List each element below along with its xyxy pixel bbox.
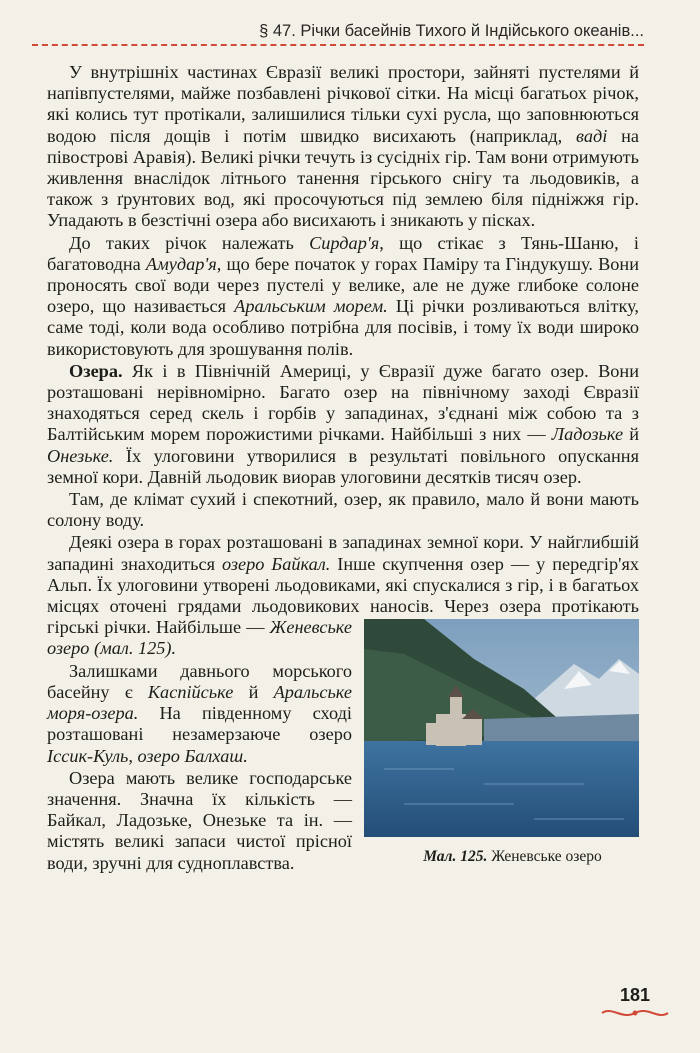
lake-geneva-photo	[364, 619, 639, 837]
paragraph-deserts: У внутрішніх частинах Євразії великі простори, зайняті пустелями й напівпустелями, майже позбавлені річкової сітки. На місці багатьох річок, які колись тут протікали, залишилися тільки сухі русла, що заповнюються водою після дощів і потім швидко висихають (наприклад, ваді на півострові Аравія). Великі річки течуть із сусідніх гір. Там вони отримують живлення внаслідок літнього танення гірського снігу та льодовиків, а також з ґрунтових вод, які просочуються під землею біля підніжжя гір. Упадають в безстічні озера або висихають і зникають у пісках.	[47, 62, 639, 231]
figure-geneva-lake	[364, 619, 639, 867]
paragraph-dry-climate: Там, де клімат сухий і спекотний, озер, як правило, мало й вони мають солону воду.	[47, 489, 639, 531]
page-body	[47, 62, 639, 875]
page-header	[32, 20, 644, 46]
paragraph-lakes: Озера. Як і в Північній Америці, у Євразії дуже багато озер. Вони розташовані нерівномірно. Багато озер на північному заході Євразії знаходяться серед скель і горбів у западинах, з'єднані між собою та з Балтійським морем порожистими річками. Найбільші з них — Ладозьке й Онезьке. Їх улоговини утворилися в результаті повільного опускання земної кори. Давній льодовик виорав улоговини десятків тисяч озер.	[47, 360, 640, 487]
page-ornament-icon	[600, 1004, 670, 1022]
paragraph-mountain-lakes: Деякі озера в горах розташовані в западинах земної кори. У найглибшій западині знаходиться озеро Байкал. Інше скупчення озер — у передгір'ях Альп. Їх улоговини утворені льодовиками, які спускалися з гір, і в багатьох місцях оточені грядами льодовикових наносів. Через озера протікають гірські річки. Найбільше — Мал. 125. Женевське озеро Женевське озеро (мал. 125).	[47, 532, 639, 866]
figure-caption: Мал. 125. Женевське озеро	[423, 848, 602, 866]
paragraph-caspian: Залишками давнього морського басейну є Каспійське й Аральське моря-озера. На південному сході розташовані незамерзаюче озеро Іссик-Куль, озеро Балхаш.	[47, 660, 352, 766]
page-number: 181	[619, 985, 651, 1005]
section-title: § 47. Річки басейнів Тихого й Індійського океанів...	[259, 22, 644, 40]
lakes-subheading: Озера.	[69, 360, 123, 381]
paragraph-rivers: До таких річок належать Сирдар'я, що стікає з Тянь-Шаню, і багатоводна Амудар'я, що бере початок у горах Паміру та Гіндукушу. Вони проносять свої води через пустелі у велике, але не дуже глибоке солоне озеро, що називається Аральським морем. Ці річки розливаються влітку, саме тоді, коли вода особливо потрібна для посівів, і тому їх води широко використовують для зрошування полів.	[47, 232, 639, 359]
paragraph-economic-value: Озера мають велике господарське значення. Значна їх кількість — Байкал, Ладозьке, Онезьке та ін. — містять великі запаси чистої прісної води, зручні для судноплавства.	[47, 767, 352, 873]
